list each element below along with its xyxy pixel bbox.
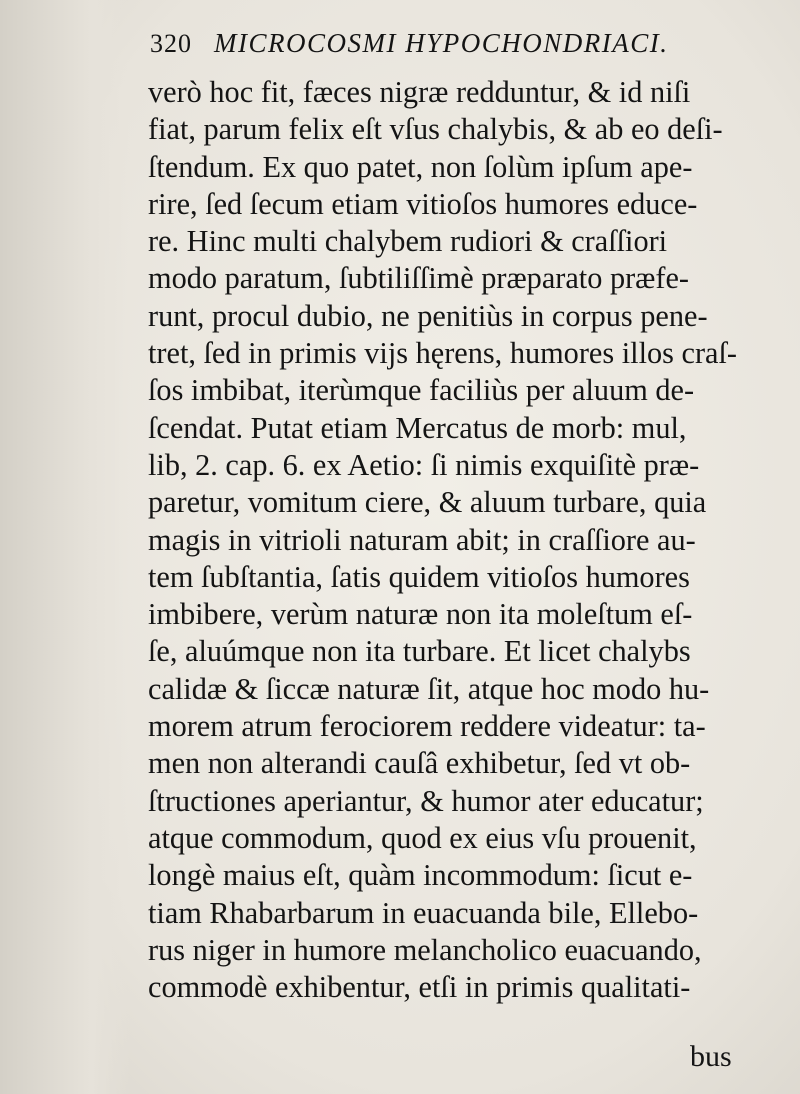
text-line: magis in vitrioli naturam abit; in craſſiore au-: [148, 522, 696, 557]
text-line: calidæ & ſiccæ naturæ ſit, atque hoc modo hu-: [148, 671, 710, 706]
text-line: ſtendum. Ex quo patet, non ſolùm ipſum ape-: [148, 149, 693, 184]
text-line: rire, ſed ſecum etiam vitioſos humores educe-: [148, 186, 698, 221]
text-line: verò hoc fit, fæces nigræ redduntur, & id niſi: [148, 75, 691, 109]
text-line: rus niger in humore melancholico euacuando,: [148, 932, 702, 967]
body-text: [148, 74, 770, 1006]
text-line: fiat, parum felix eſt vſus chalybis, & ab eo deſi-: [148, 112, 723, 147]
text-line: commodè exhibentur, etſi in primis qualitati-: [148, 970, 691, 1005]
text-line: tiam Rhabarbarum in euacuanda bile, Ellebo-: [148, 895, 699, 930]
text-line: longè maius eſt, quàm incommodum: ſicut e-: [148, 858, 693, 893]
page-number: 320: [150, 29, 192, 58]
text-line: atque commodum, quod ex eius vſu prouenit,: [148, 820, 697, 855]
text-line: morem atrum ferociorem reddere videatur: ta-: [148, 709, 706, 744]
text-line: ſe, aluúmque non ita turbare. Et licet chalybs: [148, 634, 691, 669]
text-line: runt, procul dubio, ne penitiùs in corpus pene-: [148, 298, 708, 333]
text-line: ſtructiones aperiantur, & humor ater educatur;: [148, 783, 704, 818]
text-line: ſos imbibat, iterùmque faciliùs per aluum de-: [148, 373, 695, 408]
text-line: paretur, vomitum ciere, & aluum turbare, quia: [148, 485, 707, 520]
text-line: tret, ſed in primis vijs hęrens, humores illos craſ-: [148, 336, 737, 371]
page-gutter-shadow: [0, 0, 130, 1094]
text-line: ſcendat. Putat etiam Mercatus de morb: mul,: [148, 410, 687, 445]
text-line: lib, 2. cap. 6. ex Aetio: ſi nimis exquiſitè præ-: [148, 447, 700, 482]
text-line: men non alterandi cauſâ exhibetur, ſed vt ob-: [148, 746, 691, 781]
running-title: MICROCOSMI HYPOCHONDRIACI.: [214, 28, 669, 58]
text-line: re. Hinc multi chalybem rudiori & craſſiori: [148, 224, 668, 259]
text-line: imbibere, verùm naturæ non ita moleſtum eſ-: [148, 597, 693, 632]
text-line: tem ſubſtantia, ſatis quidem vitioſos humores: [148, 559, 690, 594]
catchword: bus: [690, 1040, 732, 1073]
text-line: modo paratum, ſubtiliſſimè præparato præfe-: [148, 261, 690, 296]
page-header: [150, 28, 750, 68]
